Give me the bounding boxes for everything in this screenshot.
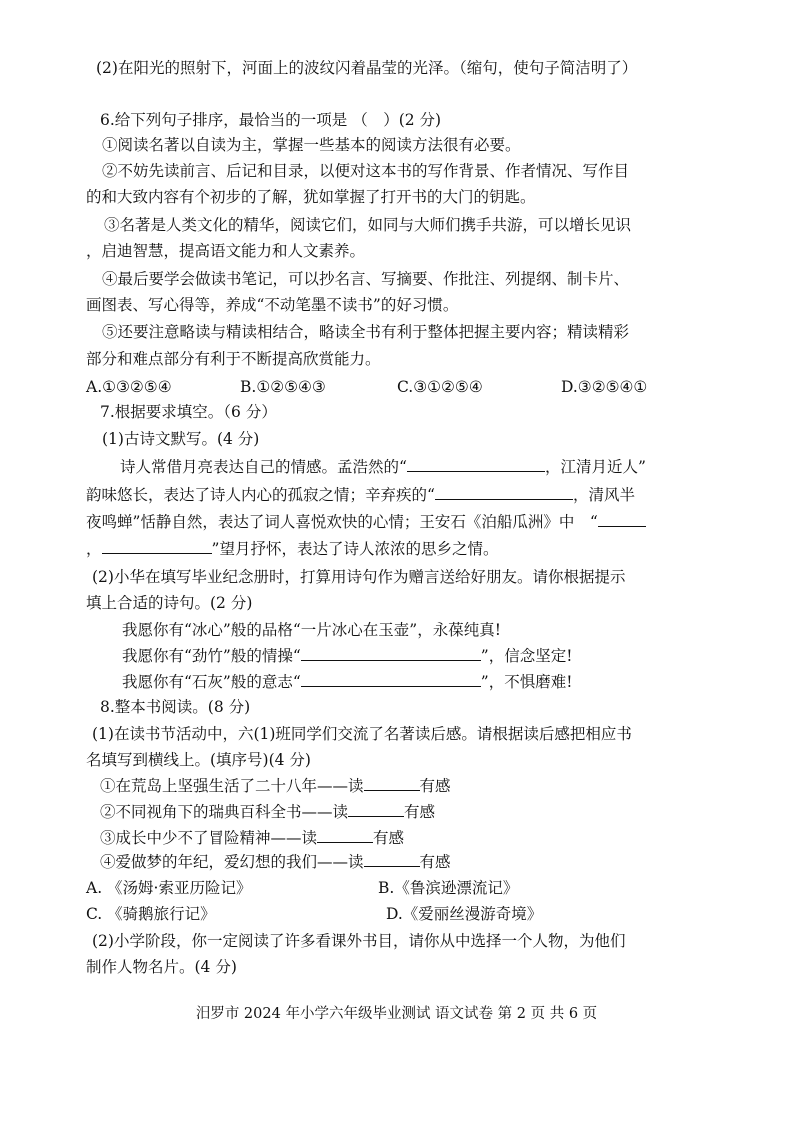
q7-poem-line2-end: ，清风半 <box>572 486 635 504</box>
q8-option-b: B.《鲁滨逊漂流记》 <box>378 879 519 897</box>
fill-blank[interactable] <box>435 484 573 500</box>
fill-blank[interactable] <box>348 801 404 817</box>
q6-option-c: C.③①②⑤④ <box>397 378 483 396</box>
q8-review-2-end: 有感 <box>404 803 436 821</box>
page-footer: 汨罗市 2024 年小学六年级毕业测试 语文试卷 第 2 页 共 6 页 <box>195 1006 598 1022</box>
q7-poem-line4-start: ， <box>86 540 102 558</box>
q8-review-2 <box>100 801 435 823</box>
q6-option-d: D.③②⑤④① <box>561 378 648 396</box>
q8-review-1 <box>100 775 451 797</box>
q6-option-b: B.①②⑤④③ <box>240 378 326 396</box>
q7-wish-3-end: ”，不惧磨难! <box>480 673 573 691</box>
q8-part1-a: (1)在读书节活动中，六(1)班同学们交流了名著读后感。请根据读后感把相应书 <box>92 725 632 743</box>
q7-stem: 7.根据要求填空。（6 分） <box>100 403 277 421</box>
q7-part1-heading: (1)古诗文默写。(4 分) <box>102 430 260 448</box>
q7-poem-line3 <box>86 511 646 533</box>
q7-part2-b: 填上合适的诗句。(2 分) <box>86 594 253 612</box>
q8-review-4 <box>100 851 451 873</box>
q8-review-1-start: ①在荒岛上坚强生活了二十八年——读 <box>100 777 364 795</box>
q8-review-4-start: ④爱做梦的年纪，爱幻想的我们——读 <box>100 853 364 871</box>
fill-blank[interactable] <box>598 511 646 527</box>
q7-poem-line1-end: ，江清月近人” <box>544 458 646 476</box>
q7-wish-1: 我愿你有“冰心”般的品格“一片冰心在玉壶”，永葆纯真! <box>122 621 501 639</box>
q7-part2-a: (2)小华在填写毕业纪念册时，打算用诗句作为赠言送给好朋友。请你根据提示 <box>92 568 626 586</box>
q7-wish-3 <box>122 671 572 693</box>
q6-sentence-2b: 的和大致内容有个初步的了解，犹如掌握了打开书的大门的钥匙。 <box>86 188 536 206</box>
q7-wish-2 <box>122 645 572 667</box>
fill-blank[interactable] <box>407 456 545 472</box>
q8-option-d: D.《爱丽丝漫游奇境》 <box>386 905 543 923</box>
q7-poem-line4 <box>86 538 498 560</box>
q6-stem: 6.给下列句子排序，最恰当的一项是 （ ）(2 分) <box>100 111 442 129</box>
fill-blank[interactable] <box>301 645 481 661</box>
q6-option-a: A.①③②⑤④ <box>86 378 172 396</box>
fill-blank[interactable] <box>301 671 481 687</box>
fill-blank[interactable] <box>364 851 420 867</box>
q8-review-3-end: 有感 <box>373 829 405 847</box>
q8-review-1-end: 有感 <box>419 777 451 795</box>
q6-sentence-2a: ②不妨先读前言、后记和目录，以便对这本书的写作背景、作者情况、写作目 <box>102 162 630 180</box>
fill-blank[interactable] <box>102 538 212 554</box>
q6-sentence-4b: 画图表、写心得等，养成“不动笔墨不读书”的好习惯。 <box>86 296 459 314</box>
q8-stem: 8.整本书阅读。(8 分) <box>100 698 251 716</box>
q8-review-3 <box>100 827 404 849</box>
q7-poem-line1 <box>120 456 646 478</box>
q8-part2-a: (2)小学阶段，你一定阅读了许多看课外书目，请你从中选择一个人物，为他们 <box>92 932 626 950</box>
q6-sentence-5b: 部分和难点部分有利于不断提高欣赏能力。 <box>86 350 381 368</box>
q8-review-2-start: ②不同视角下的瑞典百科全书——读 <box>100 803 349 821</box>
fill-blank[interactable] <box>364 775 420 791</box>
q7-poem-line4-end: ”望月抒怀，表达了诗人浓浓的思乡之情。 <box>211 540 499 558</box>
q6-sentence-3a: ③名著是人类文化的精华，阅读它们，如同与大师们携手共游，可以增长见识 <box>104 216 632 234</box>
q7-poem-line2-start: 韵味悠长，表达了诗人内心的孤寂之情；辛弃疾的“ <box>86 486 435 504</box>
q8-option-c: C. 《骑鹅旅行记》 <box>86 905 216 923</box>
q6-sentence-5a: ⑤还要注意略读与精读相结合，略读全书有利于整体把握主要内容；精读精彩 <box>102 323 630 341</box>
q8-part2-b: 制作人物名片。(4 分) <box>86 958 237 976</box>
q7-wish-2-start: 我愿你有“劲竹”般的情操“ <box>122 647 301 665</box>
q7-poem-line3-start: 夜鸣蝉”恬静自然，表达了词人喜悦欢快的心情；王安石《泊船瓜洲》中 “ <box>86 513 598 531</box>
q8-review-3-start: ③成长中少不了冒险精神——读 <box>100 829 318 847</box>
q6-sentence-1: ①阅读名著以自读为主，掌握一些基本的阅读方法很有必要。 <box>102 136 521 154</box>
q7-poem-line1-start: 诗人常借月亮表达自己的情感。孟浩然的“ <box>120 458 407 476</box>
q8-option-a: A. 《汤姆·索亚历险记》 <box>86 879 252 897</box>
q7-poem-line2 <box>86 484 635 506</box>
q7-wish-3-start: 我愿你有“石灰”般的意志“ <box>122 673 301 691</box>
q8-part1-b: 名填写到横线上。(填序号)(4 分) <box>86 751 311 769</box>
q6-sentence-4a: ④最后要学会做读书笔记，可以抄名言、写摘要、作批注、列提纲、制卡片、 <box>102 270 630 288</box>
q7-wish-2-end: ”，信念坚定! <box>480 647 573 665</box>
fill-blank[interactable] <box>317 827 373 843</box>
q8-review-4-end: 有感 <box>419 853 451 871</box>
q6-sentence-3b: ，启迪智慧，提高语文能力和人文素养。 <box>86 242 366 260</box>
q5-item2: (2)在阳光的照射下，河面上的波纹闪着晶莹的光泽。（缩句，使句子简洁明了） <box>96 59 638 77</box>
